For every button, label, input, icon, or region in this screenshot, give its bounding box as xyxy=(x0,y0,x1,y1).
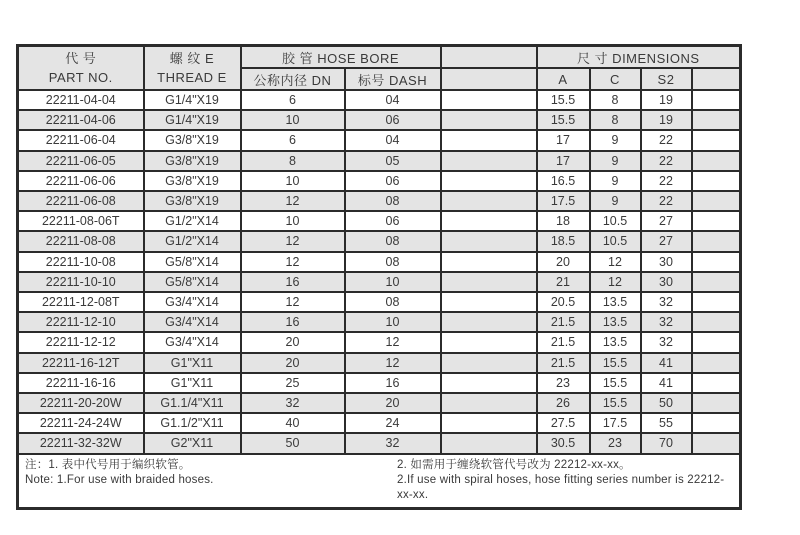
empty-right-cell xyxy=(692,191,741,211)
cell-part: 22211-20-20W xyxy=(18,393,144,413)
table-row xyxy=(18,393,741,413)
header-spacer-col-top xyxy=(441,46,537,69)
cell-dash: 12 xyxy=(345,353,441,373)
table-row xyxy=(18,292,741,312)
cell-a: 30.5 xyxy=(537,433,590,453)
table-row xyxy=(18,151,741,171)
cell-dash: 32 xyxy=(345,433,441,453)
cell-c: 23 xyxy=(590,433,641,453)
empty-right-cell xyxy=(692,393,741,413)
cell-dn: 6 xyxy=(241,130,345,150)
cell-dash: 10 xyxy=(345,312,441,332)
empty-right-cell xyxy=(692,252,741,272)
empty-middle-cell xyxy=(441,272,537,292)
table-row xyxy=(18,191,741,211)
note-zh-part1: 注：1. 表中代号用于编织软管。 xyxy=(25,458,191,471)
note-row xyxy=(18,454,741,509)
cell-part: 22211-12-10 xyxy=(18,312,144,332)
header-dimensions-group: 尺 寸 DIMENSIONS xyxy=(537,46,741,69)
cell-s2: 41 xyxy=(641,373,692,393)
cell-dn: 6 xyxy=(241,90,345,110)
cell-s2: 50 xyxy=(641,393,692,413)
empty-middle-cell xyxy=(441,312,537,332)
cell-dash: 12 xyxy=(345,332,441,352)
cell-s2: 32 xyxy=(641,312,692,332)
cell-s2: 22 xyxy=(641,171,692,191)
cell-a: 17 xyxy=(537,130,590,150)
cell-c: 8 xyxy=(590,90,641,110)
cell-dn: 12 xyxy=(241,231,345,251)
cell-dn: 12 xyxy=(241,292,345,312)
empty-right-cell xyxy=(692,110,741,130)
cell-thread: G3/8"X19 xyxy=(144,171,241,191)
empty-middle-cell xyxy=(441,191,537,211)
cell-part: 22211-06-05 xyxy=(18,151,144,171)
cell-s2: 30 xyxy=(641,272,692,292)
empty-middle-cell xyxy=(441,231,537,251)
empty-middle-cell xyxy=(441,332,537,352)
cell-c: 8 xyxy=(590,110,641,130)
spec-table xyxy=(16,44,742,510)
cell-c: 9 xyxy=(590,191,641,211)
cell-c: 15.5 xyxy=(590,373,641,393)
empty-right-cell xyxy=(692,272,741,292)
cell-dash: 06 xyxy=(345,171,441,191)
table-row xyxy=(18,252,741,272)
table-row xyxy=(18,272,741,292)
cell-c: 15.5 xyxy=(590,393,641,413)
empty-right-cell xyxy=(692,231,741,251)
cell-dash: 06 xyxy=(345,211,441,231)
header-thread-en: THREAD E xyxy=(157,70,227,85)
empty-middle-cell xyxy=(441,211,537,231)
table-row xyxy=(18,110,741,130)
cell-part: 22211-12-08T xyxy=(18,292,144,312)
cell-thread: G1.1/4"X11 xyxy=(144,393,241,413)
table-row xyxy=(18,312,741,332)
cell-thread: G1"X11 xyxy=(144,353,241,373)
table-row xyxy=(18,332,741,352)
cell-s2: 32 xyxy=(641,292,692,312)
cell-s2: 22 xyxy=(641,130,692,150)
cell-s2: 41 xyxy=(641,353,692,373)
cell-thread: G1/2"X14 xyxy=(144,231,241,251)
cell-s2: 70 xyxy=(641,433,692,453)
cell-dn: 20 xyxy=(241,353,345,373)
cell-dash: 08 xyxy=(345,252,441,272)
cell-thread: G3/4"X14 xyxy=(144,332,241,352)
table-row xyxy=(18,90,741,110)
cell-dn: 40 xyxy=(241,413,345,433)
cell-c: 17.5 xyxy=(590,413,641,433)
cell-dn: 32 xyxy=(241,393,345,413)
table-row xyxy=(18,171,741,191)
cell-dn: 16 xyxy=(241,272,345,292)
cell-c: 13.5 xyxy=(590,292,641,312)
cell-dash: 20 xyxy=(345,393,441,413)
cell-part: 22211-06-08 xyxy=(18,191,144,211)
empty-right-cell xyxy=(692,413,741,433)
empty-middle-cell xyxy=(441,433,537,453)
header-dn: 公称内径 DN xyxy=(241,68,345,90)
header-a: A xyxy=(537,68,590,90)
cell-thread: G1"X11 xyxy=(144,373,241,393)
header-spacer-right xyxy=(692,68,741,90)
cell-s2: 55 xyxy=(641,413,692,433)
empty-right-cell xyxy=(692,332,741,352)
table-row xyxy=(18,130,741,150)
cell-a: 21.5 xyxy=(537,332,590,352)
empty-right-cell xyxy=(692,353,741,373)
header-thread xyxy=(144,46,241,91)
header-s2: S2 xyxy=(641,68,692,90)
cell-part: 22211-16-16 xyxy=(18,373,144,393)
empty-right-cell xyxy=(692,373,741,393)
header-part-no-zh: 代 号 xyxy=(65,51,97,66)
note-cell xyxy=(18,454,741,509)
empty-right-cell xyxy=(692,151,741,171)
empty-middle-cell xyxy=(441,110,537,130)
cell-dn: 20 xyxy=(241,332,345,352)
cell-c: 12 xyxy=(590,272,641,292)
empty-right-cell xyxy=(692,433,741,453)
header-dash: 标号 DASH xyxy=(345,68,441,90)
cell-dash: 08 xyxy=(345,292,441,312)
empty-right-cell xyxy=(692,130,741,150)
header-row-groups xyxy=(18,46,741,69)
cell-a: 21 xyxy=(537,272,590,292)
note-en-part1: Note: 1.For use with braided hoses. xyxy=(25,473,214,486)
cell-dash: 16 xyxy=(345,373,441,393)
cell-a: 18 xyxy=(537,211,590,231)
cell-a: 21.5 xyxy=(537,353,590,373)
cell-dn: 50 xyxy=(241,433,345,453)
cell-thread: G3/8"X19 xyxy=(144,151,241,171)
empty-middle-cell xyxy=(441,252,537,272)
cell-thread: G3/8"X19 xyxy=(144,130,241,150)
cell-thread: G1.1/2"X11 xyxy=(144,413,241,433)
cell-c: 9 xyxy=(590,171,641,191)
table-body xyxy=(18,90,741,454)
table-row xyxy=(18,211,741,231)
cell-dash: 04 xyxy=(345,130,441,150)
empty-right-cell xyxy=(692,90,741,110)
cell-dn: 10 xyxy=(241,110,345,130)
cell-a: 26 xyxy=(537,393,590,413)
cell-c: 12 xyxy=(590,252,641,272)
cell-thread: G1/4"X19 xyxy=(144,110,241,130)
empty-right-cell xyxy=(692,211,741,231)
cell-dn: 12 xyxy=(241,191,345,211)
cell-a: 17.5 xyxy=(537,191,590,211)
cell-c: 9 xyxy=(590,130,641,150)
cell-part: 22211-24-24W xyxy=(18,413,144,433)
cell-dash: 06 xyxy=(345,110,441,130)
cell-part: 22211-06-04 xyxy=(18,130,144,150)
empty-middle-cell xyxy=(441,151,537,171)
cell-s2: 22 xyxy=(641,151,692,171)
cell-a: 23 xyxy=(537,373,590,393)
cell-dash: 24 xyxy=(345,413,441,433)
empty-middle-cell xyxy=(441,393,537,413)
cell-s2: 27 xyxy=(641,211,692,231)
header-part-no xyxy=(18,46,144,91)
cell-thread: G3/4"X14 xyxy=(144,312,241,332)
cell-s2: 19 xyxy=(641,90,692,110)
cell-c: 13.5 xyxy=(590,332,641,352)
note-zh-part2: 2. 如需用于缠绕软管代号改为 22212-xx-xx。 xyxy=(397,458,631,471)
cell-c: 13.5 xyxy=(590,312,641,332)
cell-part: 22211-06-06 xyxy=(18,171,144,191)
cell-part: 22211-10-10 xyxy=(18,272,144,292)
cell-s2: 19 xyxy=(641,110,692,130)
cell-dn: 8 xyxy=(241,151,345,171)
empty-middle-cell xyxy=(441,171,537,191)
cell-thread: G2"X11 xyxy=(144,433,241,453)
empty-right-cell xyxy=(692,171,741,191)
cell-dash: 08 xyxy=(345,191,441,211)
cell-thread: G5/8"X14 xyxy=(144,252,241,272)
cell-part: 22211-32-32W xyxy=(18,433,144,453)
cell-a: 18.5 xyxy=(537,231,590,251)
empty-middle-cell xyxy=(441,353,537,373)
cell-a: 20.5 xyxy=(537,292,590,312)
cell-c: 9 xyxy=(590,151,641,171)
cell-s2: 27 xyxy=(641,231,692,251)
cell-dn: 16 xyxy=(241,312,345,332)
cell-dash: 05 xyxy=(345,151,441,171)
cell-part: 22211-10-08 xyxy=(18,252,144,272)
cell-dn: 12 xyxy=(241,252,345,272)
header-spacer-col-bottom xyxy=(441,68,537,90)
header-part-no-en: PART NO. xyxy=(48,70,113,85)
cell-c: 15.5 xyxy=(590,353,641,373)
cell-part: 22211-04-06 xyxy=(18,110,144,130)
cell-thread: G3/4"X14 xyxy=(144,292,241,312)
cell-a: 27.5 xyxy=(537,413,590,433)
header-hose-bore-group: 胶 管 HOSE BORE xyxy=(241,46,441,69)
cell-a: 15.5 xyxy=(537,110,590,130)
cell-s2: 22 xyxy=(641,191,692,211)
cell-thread: G5/8"X14 xyxy=(144,272,241,292)
empty-middle-cell xyxy=(441,130,537,150)
table-row xyxy=(18,373,741,393)
empty-middle-cell xyxy=(441,373,537,393)
cell-part: 22211-16-12T xyxy=(18,353,144,373)
cell-a: 21.5 xyxy=(537,312,590,332)
table-row xyxy=(18,353,741,373)
cell-c: 10.5 xyxy=(590,231,641,251)
cell-a: 16.5 xyxy=(537,171,590,191)
empty-middle-cell xyxy=(441,413,537,433)
cell-a: 17 xyxy=(537,151,590,171)
cell-dn: 25 xyxy=(241,373,345,393)
cell-s2: 30 xyxy=(641,252,692,272)
cell-a: 15.5 xyxy=(537,90,590,110)
table-row xyxy=(18,433,741,453)
header-thread-zh: 螺 纹 E xyxy=(169,51,215,66)
note-en-part2: 2.If use with spiral hoses, hose fitting series number is 22212-xx-xx. xyxy=(397,473,725,501)
cell-thread: G1/2"X14 xyxy=(144,211,241,231)
cell-dash: 04 xyxy=(345,90,441,110)
table-footer xyxy=(18,454,741,509)
cell-part: 22211-08-06T xyxy=(18,211,144,231)
cell-dash: 10 xyxy=(345,272,441,292)
empty-middle-cell xyxy=(441,292,537,312)
cell-part: 22211-08-08 xyxy=(18,231,144,251)
table-header xyxy=(18,46,741,91)
note-line-en xyxy=(25,473,733,503)
cell-thread: G3/8"X19 xyxy=(144,191,241,211)
cell-a: 20 xyxy=(537,252,590,272)
cell-dash: 08 xyxy=(345,231,441,251)
cell-dn: 10 xyxy=(241,171,345,191)
header-c: C xyxy=(590,68,641,90)
cell-s2: 32 xyxy=(641,332,692,352)
cell-thread: G1/4"X19 xyxy=(144,90,241,110)
empty-right-cell xyxy=(692,292,741,312)
empty-middle-cell xyxy=(441,90,537,110)
empty-right-cell xyxy=(692,312,741,332)
table-row xyxy=(18,413,741,433)
cell-dn: 10 xyxy=(241,211,345,231)
note-line-zh xyxy=(25,458,733,473)
table-row xyxy=(18,231,741,251)
cell-part: 22211-12-12 xyxy=(18,332,144,352)
cell-part: 22211-04-04 xyxy=(18,90,144,110)
cell-c: 10.5 xyxy=(590,211,641,231)
